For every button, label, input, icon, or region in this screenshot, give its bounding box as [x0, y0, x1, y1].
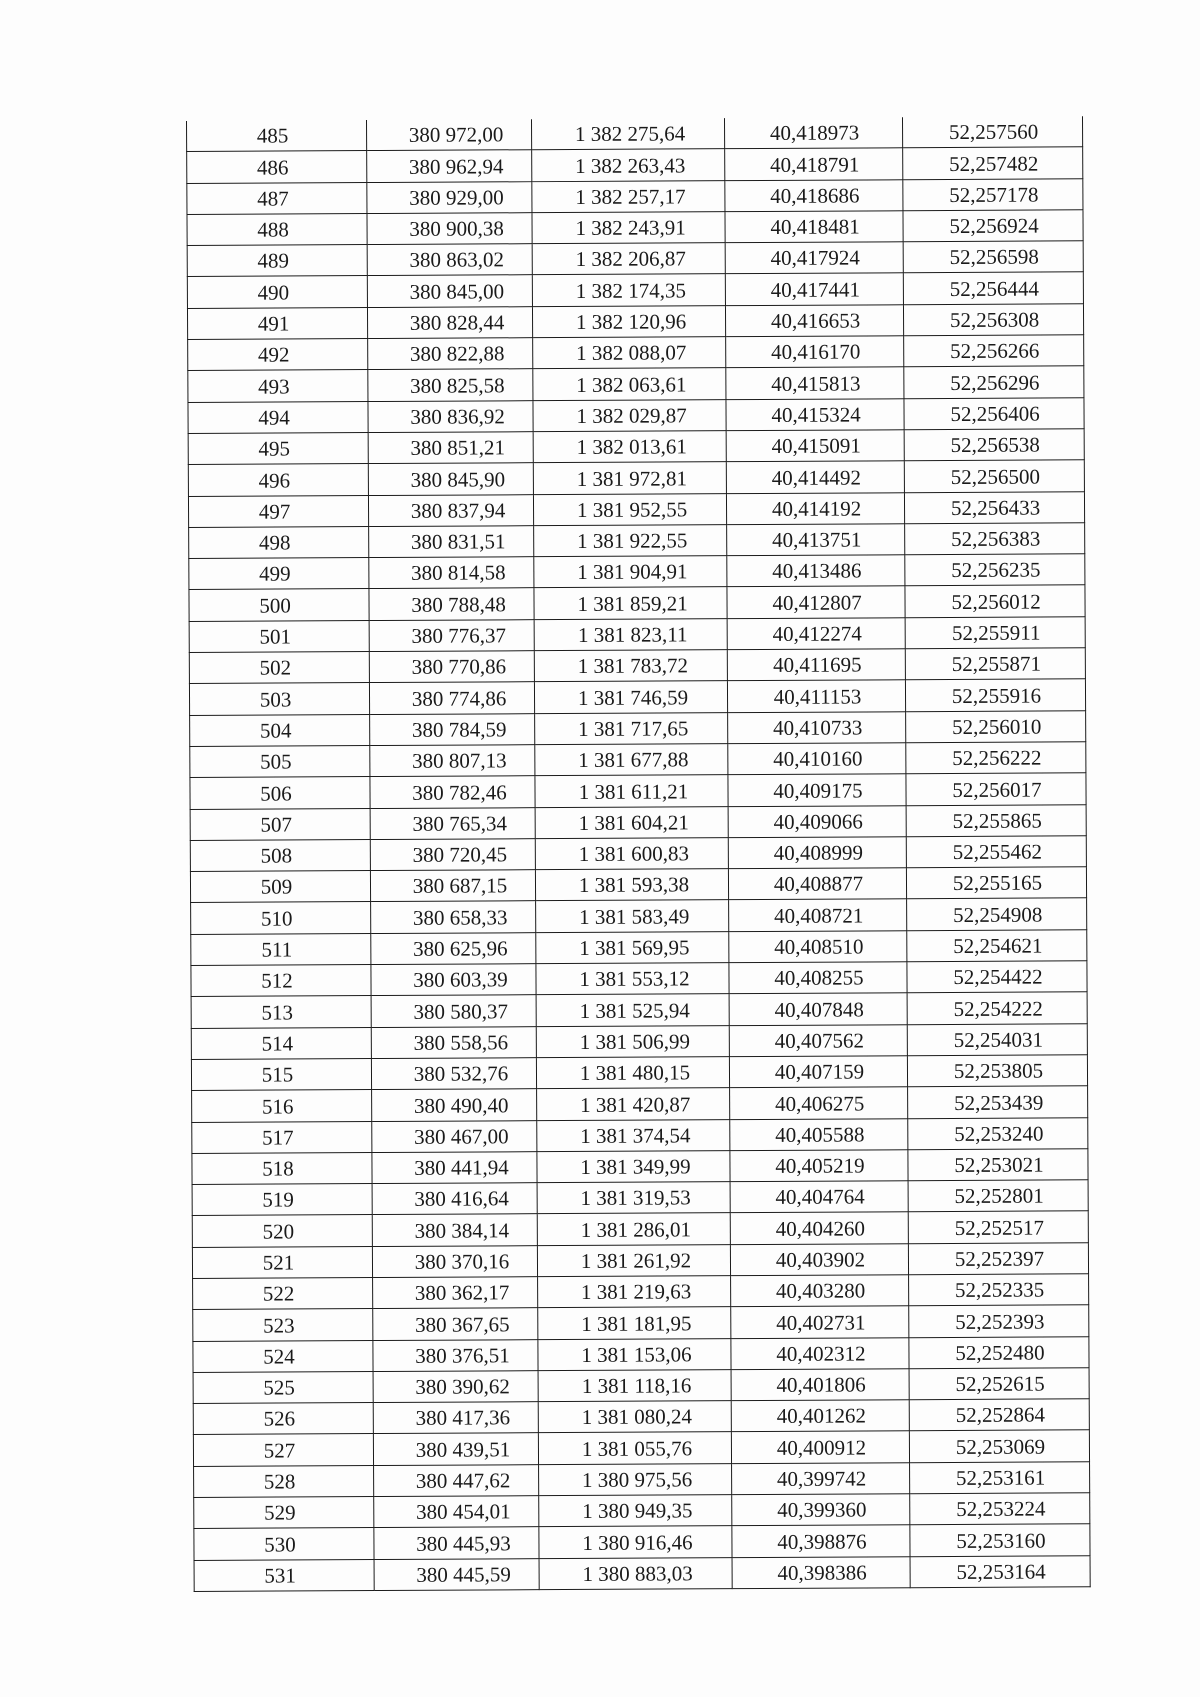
x-coordinate-cell: 380 822,88 [368, 338, 533, 370]
table-row [193, 1430, 1089, 1466]
latitude-cell: 52,255871 [905, 648, 1085, 680]
x-coordinate-cell: 380 929,00 [367, 181, 532, 213]
point-number-cell: 531 [194, 1559, 374, 1591]
x-coordinate-cell: 380 417,36 [373, 1402, 538, 1434]
x-coordinate-cell: 380 445,93 [374, 1527, 539, 1559]
table-row [187, 272, 1083, 308]
latitude-cell: 52,256924 [903, 210, 1083, 242]
point-number-cell: 513 [191, 996, 371, 1028]
latitude-cell: 52,253224 [910, 1493, 1090, 1525]
point-number-cell: 525 [193, 1371, 373, 1403]
longitude-cell: 40,412274 [727, 617, 905, 649]
x-coordinate-cell: 380 825,58 [368, 369, 533, 401]
y-coordinate-cell: 1 381 783,72 [534, 650, 727, 682]
point-number-cell: 526 [193, 1403, 373, 1435]
longitude-cell: 40,400912 [731, 1431, 909, 1463]
y-coordinate-cell: 1 380 975,56 [539, 1463, 732, 1495]
x-coordinate-cell: 380 774,86 [369, 682, 534, 714]
x-coordinate-cell: 380 782,46 [370, 776, 535, 808]
table-row [194, 1524, 1090, 1560]
longitude-cell: 40,405219 [730, 1150, 908, 1182]
point-number-cell: 528 [194, 1465, 374, 1497]
x-coordinate-cell: 380 784,59 [370, 713, 535, 745]
latitude-cell: 52,253164 [910, 1555, 1090, 1587]
x-coordinate-cell: 380 788,48 [369, 588, 534, 620]
table-row [188, 335, 1084, 371]
x-coordinate-cell: 380 851,21 [368, 432, 533, 464]
y-coordinate-cell: 1 381 374,54 [537, 1119, 730, 1151]
latitude-cell: 52,256500 [904, 460, 1084, 492]
x-coordinate-cell: 380 532,76 [371, 1058, 536, 1090]
point-number-cell: 504 [190, 714, 370, 746]
x-coordinate-cell: 380 416,64 [372, 1183, 537, 1215]
latitude-cell: 52,256296 [904, 366, 1084, 398]
table-row [189, 585, 1085, 621]
x-coordinate-cell: 380 807,13 [370, 745, 535, 777]
longitude-cell: 40,405588 [730, 1118, 908, 1150]
y-coordinate-cell: 1 381 080,24 [538, 1401, 731, 1433]
point-number-cell: 496 [188, 464, 368, 496]
point-number-cell: 494 [188, 401, 368, 433]
longitude-cell: 40,411695 [727, 649, 905, 681]
table-row [191, 930, 1087, 966]
y-coordinate-cell: 1 380 916,46 [539, 1526, 732, 1558]
table-row [190, 773, 1086, 809]
x-coordinate-cell: 380 836,92 [368, 400, 533, 432]
longitude-cell: 40,416653 [725, 305, 903, 337]
y-coordinate-cell: 1 382 029,87 [533, 399, 726, 431]
table-row [188, 429, 1084, 465]
latitude-cell: 52,254222 [907, 992, 1087, 1024]
longitude-cell: 40,408510 [729, 930, 907, 962]
latitude-cell: 52,257560 [902, 116, 1082, 148]
latitude-cell: 52,256222 [906, 742, 1086, 774]
y-coordinate-cell: 1 381 717,65 [535, 712, 728, 744]
point-number-cell: 509 [190, 871, 370, 903]
x-coordinate-cell: 380 863,02 [367, 244, 532, 276]
table-row [187, 116, 1083, 151]
x-coordinate-cell: 380 831,51 [369, 526, 534, 558]
point-number-cell: 488 [187, 213, 367, 245]
y-coordinate-cell: 1 381 261,92 [537, 1244, 730, 1276]
x-coordinate-cell: 380 384,14 [372, 1214, 537, 1246]
longitude-cell: 40,414192 [726, 492, 904, 524]
table-row [190, 710, 1086, 746]
point-number-cell: 499 [189, 558, 369, 590]
x-coordinate-cell: 380 962,94 [367, 150, 532, 182]
y-coordinate-cell: 1 381 972,81 [533, 462, 726, 494]
y-coordinate-cell: 1 381 569,95 [536, 931, 729, 963]
latitude-cell: 52,252864 [909, 1399, 1089, 1431]
longitude-cell: 40,408721 [729, 899, 907, 931]
y-coordinate-cell: 1 381 859,21 [534, 587, 727, 619]
x-coordinate-cell: 380 362,17 [373, 1277, 538, 1309]
latitude-cell: 52,256017 [906, 773, 1086, 805]
longitude-cell: 40,417441 [725, 273, 903, 305]
latitude-cell: 52,255916 [905, 679, 1085, 711]
point-number-cell: 491 [187, 307, 367, 339]
point-number-cell: 498 [189, 526, 369, 558]
y-coordinate-cell: 1 381 153,06 [538, 1338, 731, 1370]
longitude-cell: 40,418791 [725, 148, 903, 180]
longitude-cell: 40,415324 [726, 398, 904, 430]
point-number-cell: 493 [188, 370, 368, 402]
x-coordinate-cell: 380 972,00 [366, 119, 531, 151]
table-row [191, 1055, 1087, 1091]
table-row [189, 679, 1085, 715]
table-row [188, 397, 1084, 433]
latitude-cell: 52,256538 [904, 429, 1084, 461]
longitude-cell: 40,409175 [728, 774, 906, 806]
table-row [190, 836, 1086, 872]
x-coordinate-cell: 380 367,65 [373, 1308, 538, 1340]
x-coordinate-cell: 380 603,39 [371, 964, 536, 996]
x-coordinate-cell: 380 900,38 [367, 213, 532, 245]
y-coordinate-cell: 1 381 583,49 [536, 900, 729, 932]
y-coordinate-cell: 1 381 286,01 [537, 1213, 730, 1245]
y-coordinate-cell: 1 380 949,35 [539, 1495, 732, 1527]
point-number-cell: 506 [190, 777, 370, 809]
x-coordinate-cell: 380 765,34 [370, 807, 535, 839]
point-number-cell: 514 [191, 1027, 371, 1059]
longitude-cell: 40,402312 [731, 1337, 909, 1369]
y-coordinate-cell: 1 381 055,76 [538, 1432, 731, 1464]
point-number-cell: 497 [188, 495, 368, 527]
longitude-cell: 40,412807 [727, 586, 905, 618]
point-number-cell: 503 [189, 683, 369, 715]
longitude-cell: 40,399360 [732, 1494, 910, 1526]
longitude-cell: 40,409066 [728, 805, 906, 837]
longitude-cell: 40,418686 [725, 179, 903, 211]
table-row [189, 523, 1085, 559]
point-number-cell: 489 [187, 245, 367, 277]
y-coordinate-cell: 1 381 677,88 [535, 744, 728, 776]
y-coordinate-cell: 1 382 257,17 [532, 180, 725, 212]
latitude-cell: 52,252335 [909, 1274, 1089, 1306]
latitude-cell: 52,252517 [908, 1211, 1088, 1243]
table-row [191, 1023, 1087, 1059]
y-coordinate-cell: 1 382 088,07 [533, 337, 726, 369]
table-row [192, 1211, 1088, 1247]
longitude-cell: 40,403902 [730, 1243, 908, 1275]
latitude-cell: 52,252397 [908, 1242, 1088, 1274]
longitude-cell: 40,413751 [727, 524, 905, 556]
point-number-cell: 521 [192, 1246, 372, 1278]
latitude-cell: 52,255865 [906, 804, 1086, 836]
point-number-cell: 510 [191, 902, 371, 934]
y-coordinate-cell: 1 381 525,94 [536, 994, 729, 1026]
y-coordinate-cell: 1 381 746,59 [534, 681, 727, 713]
table-row [189, 554, 1085, 590]
longitude-cell: 40,401806 [731, 1369, 909, 1401]
y-coordinate-cell: 1 381 611,21 [535, 775, 728, 807]
longitude-cell: 40,410160 [728, 743, 906, 775]
latitude-cell: 52,256598 [903, 241, 1083, 273]
x-coordinate-cell: 380 687,15 [370, 870, 535, 902]
x-coordinate-cell: 380 845,00 [367, 275, 532, 307]
y-coordinate-cell: 1 382 013,61 [533, 431, 726, 463]
longitude-cell: 40,413486 [727, 555, 905, 587]
latitude-cell: 52,257482 [903, 147, 1083, 179]
latitude-cell: 52,256406 [904, 397, 1084, 429]
y-coordinate-cell: 1 382 206,87 [532, 243, 725, 275]
longitude-cell: 40,418973 [724, 117, 902, 149]
latitude-cell: 52,253805 [907, 1055, 1087, 1087]
point-number-cell: 505 [190, 745, 370, 777]
x-coordinate-cell: 380 558,56 [371, 1026, 536, 1058]
latitude-cell: 52,253240 [908, 1117, 1088, 1149]
longitude-cell: 40,414492 [726, 461, 904, 493]
table-row [190, 804, 1086, 840]
y-coordinate-cell: 1 382 063,61 [533, 368, 726, 400]
latitude-cell: 52,254422 [907, 961, 1087, 993]
table-row [192, 1180, 1088, 1216]
table-row [187, 147, 1083, 183]
latitude-cell: 52,253439 [908, 1086, 1088, 1118]
x-coordinate-cell: 380 454,01 [374, 1496, 539, 1528]
x-coordinate-cell: 380 580,37 [371, 995, 536, 1027]
latitude-cell: 52,255911 [905, 617, 1085, 649]
point-number-cell: 524 [193, 1340, 373, 1372]
latitude-cell: 52,252393 [909, 1305, 1089, 1337]
coordinates-table-body [187, 116, 1091, 1591]
longitude-cell: 40,398876 [732, 1525, 910, 1557]
longitude-cell: 40,416170 [726, 336, 904, 368]
latitude-cell: 52,256308 [903, 304, 1083, 336]
latitude-cell: 52,253160 [910, 1524, 1090, 1556]
point-number-cell: 485 [187, 120, 367, 152]
x-coordinate-cell: 380 837,94 [368, 494, 533, 526]
y-coordinate-cell: 1 380 883,03 [539, 1557, 732, 1589]
y-coordinate-cell: 1 381 480,15 [536, 1057, 729, 1089]
table-row [191, 992, 1087, 1028]
latitude-cell: 52,252615 [909, 1368, 1089, 1400]
y-coordinate-cell: 1 381 922,55 [534, 525, 727, 557]
point-number-cell: 511 [191, 933, 371, 965]
table-row [193, 1399, 1089, 1435]
latitude-cell: 52,255462 [906, 836, 1086, 868]
table-row [192, 1149, 1088, 1185]
longitude-cell: 40,418481 [725, 211, 903, 243]
x-coordinate-cell: 380 625,96 [371, 932, 536, 964]
y-coordinate-cell: 1 382 174,35 [532, 274, 725, 306]
longitude-cell: 40,407159 [729, 1056, 907, 1088]
y-coordinate-cell: 1 381 181,95 [538, 1307, 731, 1339]
table-row [193, 1274, 1089, 1310]
x-coordinate-cell: 380 845,90 [368, 463, 533, 495]
latitude-cell: 52,254621 [907, 930, 1087, 962]
point-number-cell: 527 [193, 1434, 373, 1466]
point-number-cell: 508 [190, 839, 370, 871]
table-row [189, 648, 1085, 684]
point-number-cell: 495 [188, 433, 368, 465]
point-number-cell: 501 [189, 620, 369, 652]
table-row [189, 617, 1085, 653]
point-number-cell: 492 [188, 339, 368, 371]
table-row [193, 1305, 1089, 1341]
latitude-cell: 52,256266 [904, 335, 1084, 367]
y-coordinate-cell: 1 381 319,53 [537, 1182, 730, 1214]
y-coordinate-cell: 1 381 604,21 [535, 806, 728, 838]
y-coordinate-cell: 1 381 553,12 [536, 963, 729, 995]
y-coordinate-cell: 1 382 120,96 [532, 305, 725, 337]
table-row [187, 304, 1083, 340]
y-coordinate-cell: 1 381 904,91 [534, 556, 727, 588]
latitude-cell: 52,252480 [909, 1336, 1089, 1368]
table-row [187, 178, 1083, 214]
longitude-cell: 40,408999 [728, 837, 906, 869]
table-row [188, 460, 1084, 496]
point-number-cell: 530 [194, 1528, 374, 1560]
table-row [192, 1117, 1088, 1153]
longitude-cell: 40,404260 [730, 1212, 908, 1244]
table-row [194, 1462, 1090, 1498]
y-coordinate-cell: 1 381 506,99 [536, 1025, 729, 1057]
longitude-cell: 40,411153 [727, 680, 905, 712]
y-coordinate-cell: 1 381 420,87 [537, 1088, 730, 1120]
table-row [191, 961, 1087, 997]
longitude-cell: 40,398386 [732, 1556, 910, 1588]
x-coordinate-cell: 380 370,16 [372, 1245, 537, 1277]
point-number-cell: 515 [191, 1058, 371, 1090]
table-row [192, 1086, 1088, 1122]
y-coordinate-cell: 1 381 349,99 [537, 1150, 730, 1182]
longitude-cell: 40,417924 [725, 242, 903, 274]
point-number-cell: 518 [192, 1152, 372, 1184]
longitude-cell: 40,406275 [730, 1087, 908, 1119]
table-row [193, 1336, 1089, 1372]
coordinates-table [186, 116, 1091, 1592]
table-row [187, 241, 1083, 277]
point-number-cell: 490 [187, 276, 367, 308]
point-number-cell: 522 [193, 1278, 373, 1310]
x-coordinate-cell: 380 720,45 [370, 839, 535, 871]
point-number-cell: 516 [192, 1090, 372, 1122]
x-coordinate-cell: 380 658,33 [371, 901, 536, 933]
longitude-cell: 40,404764 [730, 1181, 908, 1213]
longitude-cell: 40,402731 [731, 1306, 909, 1338]
latitude-cell: 52,256444 [903, 272, 1083, 304]
longitude-cell: 40,407848 [729, 993, 907, 1025]
latitude-cell: 52,256235 [905, 554, 1085, 586]
longitude-cell: 40,399742 [732, 1462, 910, 1494]
latitude-cell: 52,253161 [910, 1462, 1090, 1494]
x-coordinate-cell: 380 814,58 [369, 557, 534, 589]
longitude-cell: 40,407562 [729, 1024, 907, 1056]
table-row [194, 1493, 1090, 1529]
x-coordinate-cell: 380 390,62 [373, 1371, 538, 1403]
point-number-cell: 517 [192, 1121, 372, 1153]
point-number-cell: 507 [190, 808, 370, 840]
y-coordinate-cell: 1 381 952,55 [533, 493, 726, 525]
point-number-cell: 529 [194, 1497, 374, 1529]
x-coordinate-cell: 380 441,94 [372, 1151, 537, 1183]
x-coordinate-cell: 380 439,51 [373, 1433, 538, 1465]
table-row [192, 1242, 1088, 1278]
y-coordinate-cell: 1 382 243,91 [532, 212, 725, 244]
x-coordinate-cell: 380 447,62 [374, 1464, 539, 1496]
table-row [191, 898, 1087, 934]
latitude-cell: 52,252801 [908, 1180, 1088, 1212]
y-coordinate-cell: 1 382 263,43 [532, 149, 725, 181]
longitude-cell: 40,415091 [726, 430, 904, 462]
x-coordinate-cell: 380 490,40 [372, 1089, 537, 1121]
longitude-cell: 40,415813 [726, 367, 904, 399]
x-coordinate-cell: 380 828,44 [367, 306, 532, 338]
latitude-cell: 52,253021 [908, 1149, 1088, 1181]
x-coordinate-cell: 380 776,37 [369, 619, 534, 651]
table-row [188, 491, 1084, 527]
latitude-cell: 52,256012 [905, 585, 1085, 617]
point-number-cell: 487 [187, 182, 367, 214]
y-coordinate-cell: 1 382 275,64 [531, 118, 724, 150]
longitude-cell: 40,401262 [731, 1400, 909, 1432]
longitude-cell: 40,408255 [729, 962, 907, 994]
latitude-cell: 52,256383 [905, 523, 1085, 555]
latitude-cell: 52,253069 [909, 1430, 1089, 1462]
point-number-cell: 520 [192, 1215, 372, 1247]
x-coordinate-cell: 380 770,86 [369, 651, 534, 683]
longitude-cell: 40,408877 [728, 868, 906, 900]
latitude-cell: 52,254908 [907, 898, 1087, 930]
x-coordinate-cell: 380 445,59 [374, 1558, 539, 1590]
y-coordinate-cell: 1 381 219,63 [538, 1276, 731, 1308]
table-row [190, 867, 1086, 903]
y-coordinate-cell: 1 381 593,38 [535, 869, 728, 901]
longitude-cell: 40,403280 [731, 1275, 909, 1307]
latitude-cell: 52,256010 [906, 710, 1086, 742]
point-number-cell: 523 [193, 1309, 373, 1341]
latitude-cell: 52,255165 [906, 867, 1086, 899]
point-number-cell: 502 [189, 652, 369, 684]
x-coordinate-cell: 380 467,00 [372, 1120, 537, 1152]
point-number-cell: 512 [191, 965, 371, 997]
point-number-cell: 486 [187, 151, 367, 183]
table-row [194, 1555, 1090, 1591]
x-coordinate-cell: 380 376,51 [373, 1339, 538, 1371]
table-row [188, 366, 1084, 402]
table-row [190, 742, 1086, 778]
table-row [187, 210, 1083, 246]
latitude-cell: 52,254031 [907, 1023, 1087, 1055]
y-coordinate-cell: 1 381 600,83 [535, 837, 728, 869]
longitude-cell: 40,410733 [728, 711, 906, 743]
latitude-cell: 52,256433 [904, 491, 1084, 523]
y-coordinate-cell: 1 381 823,11 [534, 618, 727, 650]
point-number-cell: 519 [192, 1184, 372, 1216]
latitude-cell: 52,257178 [903, 178, 1083, 210]
point-number-cell: 500 [189, 589, 369, 621]
table-row [193, 1368, 1089, 1404]
y-coordinate-cell: 1 381 118,16 [538, 1370, 731, 1402]
